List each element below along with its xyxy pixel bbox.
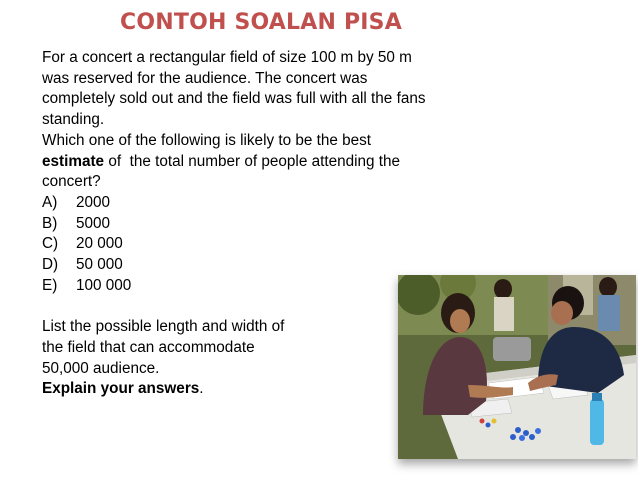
- classroom-photo-illustration: [398, 275, 636, 459]
- question-line-1: For a concert a rectangular field of size 100 m by 50 m: [42, 49, 412, 66]
- option-c-value: 20 000: [76, 235, 123, 253]
- option-b-value: 5000: [76, 214, 111, 232]
- prompt-line-1: Which one of the following is likely to be the best: [42, 131, 372, 149]
- question-line-3: completely sold out and the field was full with all the fans: [42, 90, 426, 108]
- option-e-letter: E): [42, 276, 58, 294]
- question-line-2: was reserved for the audience. The concert was: [42, 69, 368, 87]
- option-c: [42, 234, 482, 255]
- option-a-letter: A): [42, 193, 58, 211]
- option-c-letter: C): [42, 235, 59, 253]
- option-a: [42, 193, 482, 214]
- slide-title: CONTOH SOALAN PISA: [120, 10, 402, 35]
- option-e-value: 100 000: [76, 276, 132, 294]
- prompt-line-3: concert?: [42, 173, 101, 191]
- task-line-1: List the possible length and width of: [42, 318, 285, 336]
- option-d: [42, 255, 482, 276]
- option-d-letter: D): [42, 256, 59, 274]
- classroom-photo: [398, 275, 636, 459]
- estimate-emphasis: estimate: [42, 152, 105, 170]
- question-line-4: standing.: [42, 111, 105, 129]
- option-b-letter: B): [42, 214, 58, 232]
- prompt-line-2-rest: of the total number of people attending the: [104, 152, 401, 170]
- task-line-3: 50,000 audience.: [42, 359, 160, 377]
- option-a-value: 2000: [76, 193, 111, 211]
- explain-bold: Explain your answers: [42, 380, 200, 398]
- option-d-value: 50 000: [76, 256, 123, 274]
- prompt-line-2: [42, 152, 482, 173]
- task-line-2: the field that can accommodate: [42, 338, 255, 356]
- explain-tail: .: [199, 380, 204, 398]
- option-b: [42, 214, 482, 235]
